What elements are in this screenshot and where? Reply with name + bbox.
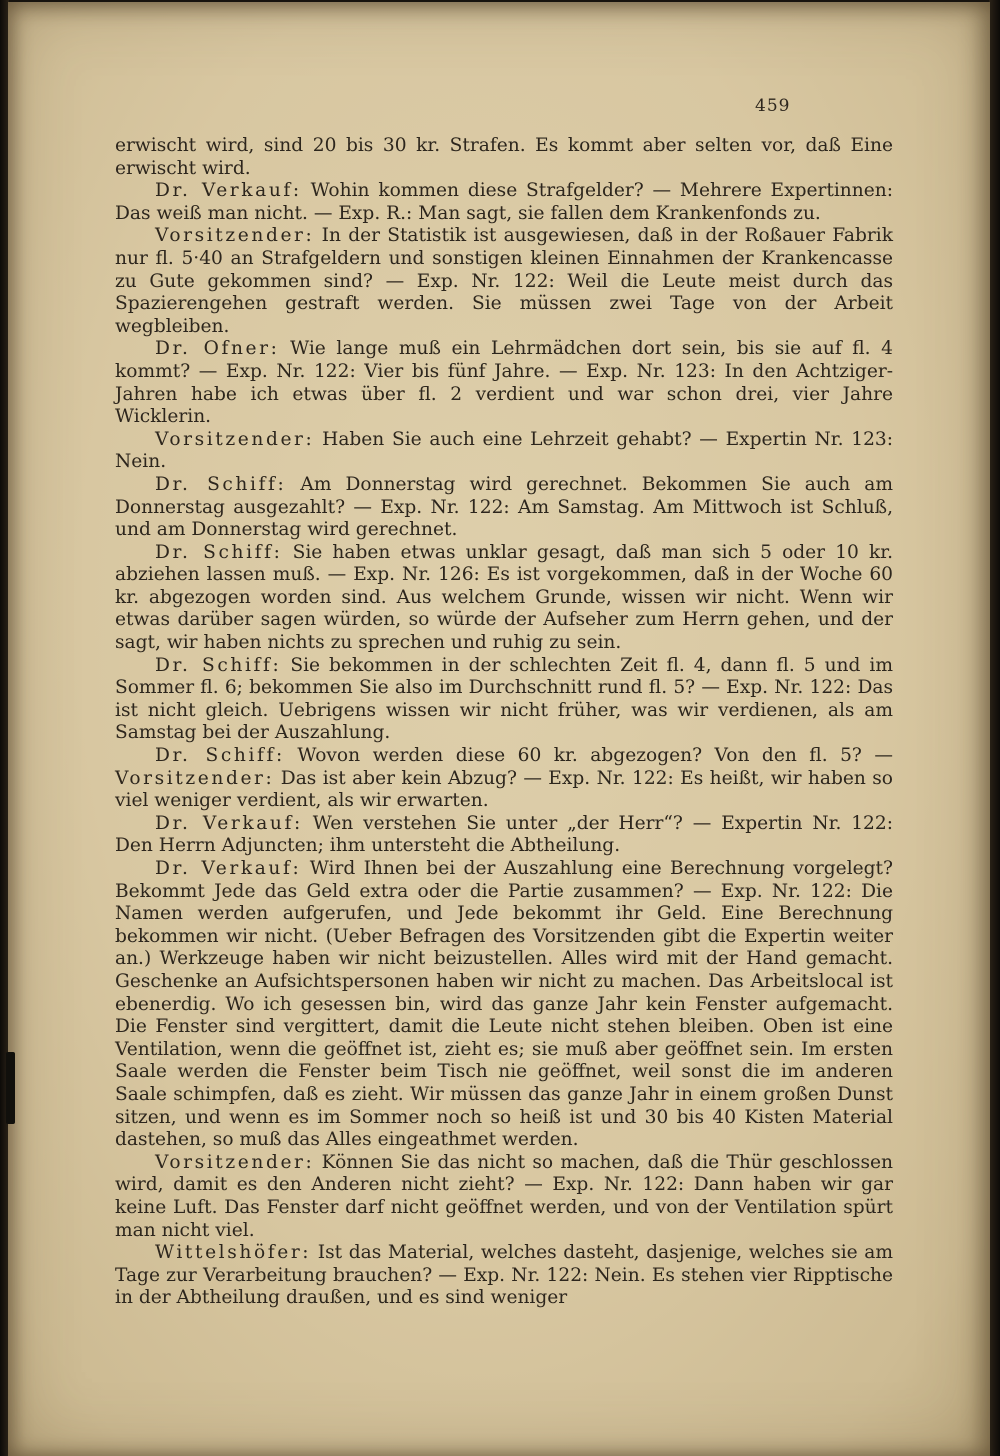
paragraph [115, 858, 893, 1152]
paragraph [115, 813, 893, 858]
speaker-name: Dr. Schiff: [155, 473, 287, 495]
speaker-name: Vorsitzender: [155, 428, 315, 450]
speaker-name: Vorsitzender: [115, 767, 275, 789]
speaker-name: Vorsitzender: [155, 1151, 315, 1173]
paragraph [115, 338, 893, 428]
book-page [8, 2, 990, 1456]
speaker-name: Dr. Verkauf: [155, 812, 303, 834]
paragraph-text: Sie haben etwas unklar gesagt, daß man sich 5 oder 10 kr. abziehen lassen muß. — Exp. Nr. 126: Es ist vorgekommen, daß in der Woche 60 kr. abgezogen worden sind. Aus welchem Grunde, wissen wir nicht. Wenn wir etwas darüber sagen würden, so würde der Aufseher zum Herrn gehen, und der sagt, wir haben nichts zu sprechen und ruhig zu sein. [115, 541, 893, 654]
paragraph-text: Können Sie das nicht so machen, daß die Thür geschlossen wird, damit es den Anderen nicht zieht? — Exp. Nr. 122: Dann haben wir gar keine Luft. Das Fenster darf nicht geöffnet werden, und von der Ventilation spürt man nicht viel. [115, 1151, 893, 1241]
page-edge-right [989, 0, 1000, 1456]
paragraph-text: Wie lange muß ein Lehrmädchen dort sein, bis sie auf fl. 4 kommt? — Exp. Nr. 122: Vier bis fünf Jahre. — Exp. Nr. 123: In den Achtziger-Jahren habe ich etwas über fl. 2 verdient und war schon drei, vier Jahre Wicklerin. [115, 338, 893, 428]
paragraph [115, 225, 893, 338]
paragraph-text: Ist das Material, welches dasteht, dasjenige, welches sie am Tage zur Verarbeitung brauchen? — Exp. Nr. 122: Nein. Es stehen vier Ripptische in der Abtheilung draußen, und es sind weniger [115, 1242, 893, 1309]
paragraph-text: Wohin kommen diese Strafgelder? — Mehrere Expertinnen: Das weiß man nicht. — Exp. R.: Man sagt, sie fallen dem Krankenfonds zu. [115, 180, 893, 224]
paragraph-text: erwischt wird, sind 20 bis 30 kr. Strafen. Es kommt aber selten vor, daß Eine erwischt wird. [115, 135, 893, 179]
binding-mark [6, 1052, 15, 1124]
paragraph [115, 1152, 893, 1242]
paragraph-text: Das ist aber kein Abzug? — Exp. Nr. 122: Es heißt, wir haben so viel weniger verdient, als wir erwarten. [115, 767, 893, 812]
paragraph [115, 655, 893, 745]
speaker-name: Dr. Schiff: [155, 745, 285, 767]
paragraph-text: Am Donnerstag wird gerechnet. Bekommen Sie auch am Donnerstag ausgezahlt? — Exp. Nr. 122: Am Samstag. Am Mittwoch ist Schluß, und am Donnerstag wird gerechnet. [115, 473, 893, 541]
paragraph [115, 1242, 893, 1310]
paragraph [115, 135, 893, 180]
speaker-name: Dr. Schiff: [155, 541, 283, 563]
paragraph [115, 745, 893, 813]
paragraph-text: In der Statistik ist ausgewiesen, daß in der Roßauer Fabrik nur fl. 5·40 an Strafgeldern und sonstigen kleinen Einnahmen der Krankencasse zu Gute gekommen sind? — Exp. Nr. 122: Weil die Leute meist durch das Spazierengehen gestraft werden. Sie müssen zwei Tage von der Arbeit wegbleiben. [115, 225, 893, 337]
paragraph-text: Haben Sie auch eine Lehrzeit gehabt? — Expertin Nr. 123: Nein. [115, 428, 893, 473]
speaker-name: Dr. Verkauf: [155, 858, 302, 879]
paragraph [115, 429, 893, 474]
speaker-name: Dr. Ofner: [155, 338, 280, 360]
text-block [115, 135, 893, 1310]
paragraph [115, 474, 893, 542]
speaker-name: Dr. Schiff: [155, 654, 282, 676]
speaker-name: Dr. Verkauf: [155, 180, 302, 202]
speaker-name: Wittelshöfer: [155, 1242, 312, 1264]
page-number: 459 [755, 96, 791, 116]
paragraph [115, 542, 893, 655]
paragraph-text: Wen verstehen Sie unter „der Herr“? — Expertin Nr. 122: Den Herrn Adjuncten; ihm untersteht die Abtheilung. [115, 812, 893, 857]
paragraph [115, 180, 893, 225]
paragraph-text: Wird Ihnen bei der Auszahlung eine Berechnung vorgelegt? Bekommt Jede das Geld extra oder die Partie zusammen? — Exp. Nr. 122: Die Namen werden aufgerufen, und Jede bekommt ihr Geld. Eine Berechnung bekommen wir nicht. (Ueber Befragen des Vorsitzenden gibt die Expertin weiter an.) Werkzeuge haben wir nicht beizustellen. Alles wird mit der Hand gemacht. Geschenke an Aufsichtspersonen haben wir nicht zu machen. Das Arbeitslocal ist ebenerdig. Wo ich gesessen bin, wird das ganze Jahr kein Fenster aufgemacht. Die Fenster sind vergittert, damit die Leute nicht stehen bleiben. Oben ist eine Ventilation, wenn die geöffnet ist, zieht es; sie muß aber geöffnet sein. Im ersten Saale werden die Fenster beim Tisch nie geöffnet, weil sonst die im anderen Saale schimpfen, daß es zieht. Wir müssen das ganze Jahr in einem großen Dunst sitzen, und wenn es im Sommer noch so heiß ist und 30 bis 40 Kisten Material dastehen, so muß das Alles eingeathmet werden. [115, 858, 893, 1151]
speaker-name: Vorsitzender: [155, 225, 315, 247]
paragraph-text: Wovon werden diese 60 kr. abgezogen? Von den fl. 5? — [284, 745, 893, 767]
paragraph-text: Sie bekommen in der schlechten Zeit fl. 4, dann fl. 5 und im Sommer fl. 6; bekommen Sie also im Durchschnitt rund fl. 5? — Exp. Nr. 122: Das ist nicht gleich. Uebrigens wissen wir nicht früher, was wir verdienen, als am Samstag bei der Auszahlung. [115, 654, 893, 744]
